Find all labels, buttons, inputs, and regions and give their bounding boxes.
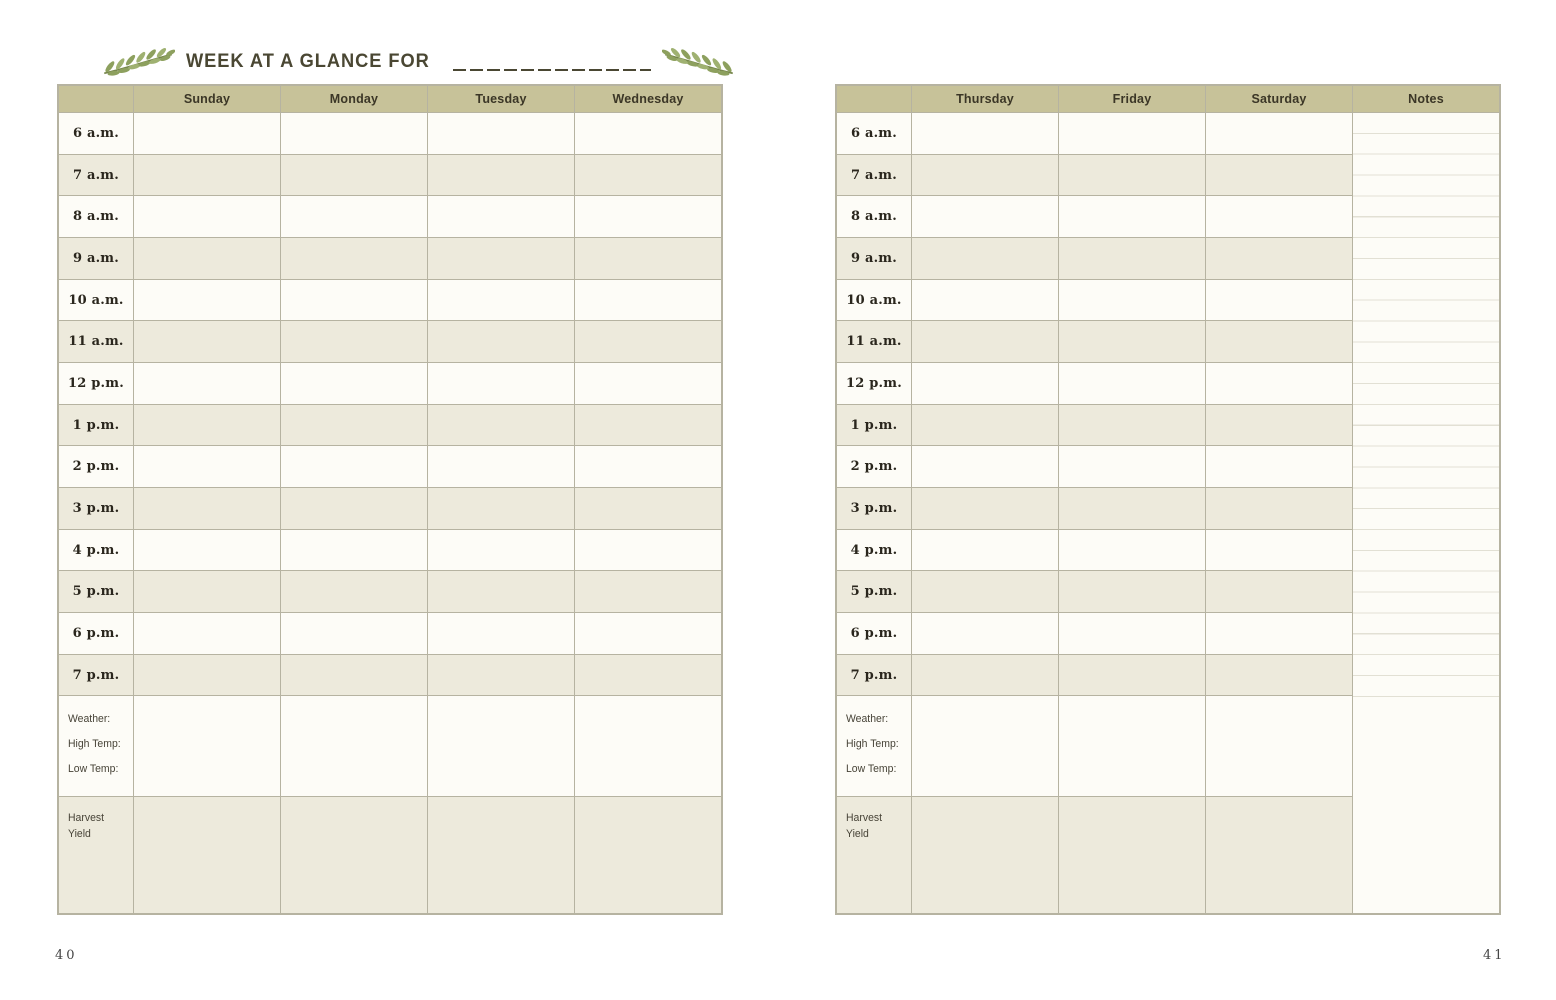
time-row-label: 5 p.m.	[59, 571, 133, 612]
time-row-label: 4 p.m.	[837, 530, 911, 571]
hour-slot-cell	[1206, 613, 1352, 654]
harvest-yield-row-label	[59, 797, 133, 913]
hour-slot-cell	[428, 155, 574, 196]
hour-slot-cell	[281, 571, 427, 612]
hour-slot-cell	[1059, 446, 1205, 487]
harvest-slot-cell	[281, 797, 427, 913]
hour-slot-cell	[134, 488, 280, 529]
time-row-label: 6 a.m.	[837, 113, 911, 154]
hour-slot-cell	[281, 238, 427, 279]
hour-slot-cell	[281, 280, 427, 321]
weather-label: Low Temp:	[68, 763, 119, 776]
time-row-label: 5 p.m.	[837, 571, 911, 612]
page-number-right: 41	[1483, 948, 1506, 963]
harvest-slot-cell	[428, 797, 574, 913]
hour-slot-cell	[134, 238, 280, 279]
hour-slot-cell	[428, 488, 574, 529]
title-blank-line	[453, 69, 651, 71]
week-table-left-page	[57, 84, 723, 915]
hour-slot-cell	[575, 280, 721, 321]
notes-column-header: Notes	[1353, 86, 1499, 112]
hour-slot-cell	[134, 405, 280, 446]
hour-slot-cell	[134, 530, 280, 571]
hour-slot-cell	[575, 363, 721, 404]
hour-slot-cell	[281, 321, 427, 362]
weather-slot-cell	[134, 696, 280, 796]
corner-header-cell	[59, 86, 133, 112]
harvest-yield-label-line: Yield	[68, 828, 91, 841]
hour-slot-cell	[575, 405, 721, 446]
time-row-label: 3 p.m.	[837, 488, 911, 529]
hour-slot-cell	[428, 321, 574, 362]
time-row-label: 9 a.m.	[837, 238, 911, 279]
hour-slot-cell	[281, 655, 427, 696]
hour-slot-cell	[575, 530, 721, 571]
weather-slot-cell	[428, 696, 574, 796]
weather-label: High Temp:	[846, 738, 899, 751]
time-row-label: 7 p.m.	[59, 655, 133, 696]
hour-slot-cell	[1059, 488, 1205, 529]
time-row-label: 8 a.m.	[837, 196, 911, 237]
hour-slot-cell	[912, 363, 1058, 404]
hour-slot-cell	[134, 571, 280, 612]
harvest-slot-cell	[1059, 797, 1205, 913]
time-row-label: 7 p.m.	[837, 655, 911, 696]
weather-row-labels	[837, 696, 911, 796]
time-row-label: 3 p.m.	[59, 488, 133, 529]
time-row-label: 10 a.m.	[837, 280, 911, 321]
weather-label: Weather:	[846, 713, 889, 726]
hour-slot-cell	[134, 155, 280, 196]
hour-slot-cell	[912, 488, 1058, 529]
hour-slot-cell	[1059, 530, 1205, 571]
hour-slot-cell	[912, 655, 1058, 696]
time-row-label: 10 a.m.	[59, 280, 133, 321]
hour-slot-cell	[575, 155, 721, 196]
hour-slot-cell	[1206, 405, 1352, 446]
time-row-label: 2 p.m.	[59, 446, 133, 487]
hour-slot-cell	[575, 655, 721, 696]
corner-header-cell	[837, 86, 911, 112]
hour-slot-cell	[912, 196, 1058, 237]
hour-slot-cell	[1059, 655, 1205, 696]
hour-slot-cell	[428, 530, 574, 571]
hour-slot-cell	[281, 363, 427, 404]
hour-slot-cell	[1206, 155, 1352, 196]
hour-slot-cell	[1059, 113, 1205, 154]
hour-slot-cell	[1206, 446, 1352, 487]
hour-slot-cell	[1206, 530, 1352, 571]
hour-slot-cell	[281, 613, 427, 654]
hour-slot-cell	[281, 405, 427, 446]
harvest-slot-cell	[912, 797, 1058, 913]
hour-slot-cell	[1206, 571, 1352, 612]
harvest-slot-cell	[1206, 797, 1352, 913]
hour-slot-cell	[134, 446, 280, 487]
hour-slot-cell	[134, 613, 280, 654]
hour-slot-cell	[428, 405, 574, 446]
hour-slot-cell	[428, 113, 574, 154]
notes-ruled-area	[1353, 113, 1499, 913]
hour-slot-cell	[575, 571, 721, 612]
hour-slot-cell	[912, 405, 1058, 446]
day-column-header: Monday	[281, 86, 427, 112]
time-row-label: 7 a.m.	[837, 155, 911, 196]
hour-slot-cell	[281, 488, 427, 529]
time-row-label: 6 a.m.	[59, 113, 133, 154]
hour-slot-cell	[428, 655, 574, 696]
hour-slot-cell	[1059, 155, 1205, 196]
hour-slot-cell	[1059, 405, 1205, 446]
hour-slot-cell	[428, 446, 574, 487]
time-row-label: 6 p.m.	[59, 613, 133, 654]
time-row-label: 6 p.m.	[837, 613, 911, 654]
day-column-header: Sunday	[134, 86, 280, 112]
hour-slot-cell	[428, 613, 574, 654]
page-header	[101, 44, 736, 80]
laurel-branch-left-icon	[101, 47, 175, 77]
day-column-header: Friday	[1059, 86, 1205, 112]
weather-slot-cell	[1206, 696, 1352, 796]
hour-slot-cell	[1059, 571, 1205, 612]
weather-row-labels	[59, 696, 133, 796]
hour-slot-cell	[1059, 238, 1205, 279]
time-row-label: 2 p.m.	[837, 446, 911, 487]
hour-slot-cell	[134, 321, 280, 362]
harvest-slot-cell	[575, 797, 721, 913]
hour-slot-cell	[912, 238, 1058, 279]
hour-slot-cell	[575, 613, 721, 654]
time-row-label: 12 p.m.	[59, 363, 133, 404]
day-column-header: Wednesday	[575, 86, 721, 112]
day-column-header: Tuesday	[428, 86, 574, 112]
time-row-label: 7 a.m.	[59, 155, 133, 196]
hour-slot-cell	[1206, 488, 1352, 529]
hour-slot-cell	[1206, 655, 1352, 696]
time-row-label: 1 p.m.	[59, 405, 133, 446]
page-number-left: 40	[55, 948, 78, 963]
hour-slot-cell	[912, 280, 1058, 321]
hour-slot-cell	[281, 155, 427, 196]
hour-slot-cell	[134, 280, 280, 321]
hour-slot-cell	[428, 571, 574, 612]
harvest-slot-cell	[134, 797, 280, 913]
hour-slot-cell	[575, 321, 721, 362]
page-title: WEEK AT A GLANCE FOR	[186, 51, 430, 72]
hour-slot-cell	[134, 196, 280, 237]
weather-slot-cell	[1059, 696, 1205, 796]
time-row-label: 12 p.m.	[837, 363, 911, 404]
hour-slot-cell	[1206, 363, 1352, 404]
hour-slot-cell	[912, 571, 1058, 612]
week-table-right-page	[835, 84, 1501, 915]
hour-slot-cell	[281, 113, 427, 154]
hour-slot-cell	[575, 196, 721, 237]
day-column-header: Thursday	[912, 86, 1058, 112]
hour-slot-cell	[1059, 363, 1205, 404]
day-column-header: Saturday	[1206, 86, 1352, 112]
harvest-yield-row-label	[837, 797, 911, 913]
hour-slot-cell	[281, 530, 427, 571]
hour-slot-cell	[1059, 280, 1205, 321]
hour-slot-cell	[575, 238, 721, 279]
hour-slot-cell	[912, 613, 1058, 654]
time-row-label: 9 a.m.	[59, 238, 133, 279]
time-row-label: 1 p.m.	[837, 405, 911, 446]
hour-slot-cell	[1206, 280, 1352, 321]
weather-slot-cell	[281, 696, 427, 796]
time-row-label: 4 p.m.	[59, 530, 133, 571]
hour-slot-cell	[912, 446, 1058, 487]
harvest-yield-label-line: Harvest	[846, 812, 883, 825]
harvest-yield-label-line: Harvest	[68, 812, 105, 825]
hour-slot-cell	[1059, 321, 1205, 362]
weather-slot-cell	[575, 696, 721, 796]
hour-slot-cell	[912, 530, 1058, 571]
time-row-label: 8 a.m.	[59, 196, 133, 237]
hour-slot-cell	[134, 363, 280, 404]
weather-label: Weather:	[68, 713, 111, 726]
hour-slot-cell	[1206, 196, 1352, 237]
hour-slot-cell	[1059, 196, 1205, 237]
hour-slot-cell	[1206, 321, 1352, 362]
hour-slot-cell	[1059, 613, 1205, 654]
weather-slot-cell	[912, 696, 1058, 796]
hour-slot-cell	[281, 196, 427, 237]
hour-slot-cell	[134, 113, 280, 154]
weather-label: High Temp:	[68, 738, 121, 751]
time-row-label: 11 a.m.	[59, 321, 133, 362]
hour-slot-cell	[575, 113, 721, 154]
weather-label: Low Temp:	[846, 763, 897, 776]
time-row-label: 11 a.m.	[837, 321, 911, 362]
hour-slot-cell	[1206, 113, 1352, 154]
hour-slot-cell	[428, 238, 574, 279]
hour-slot-cell	[1206, 238, 1352, 279]
hour-slot-cell	[575, 446, 721, 487]
hour-slot-cell	[428, 280, 574, 321]
laurel-branch-right-icon	[662, 47, 736, 77]
hour-slot-cell	[134, 655, 280, 696]
hour-slot-cell	[281, 446, 427, 487]
hour-slot-cell	[428, 363, 574, 404]
harvest-yield-label-line: Yield	[846, 828, 869, 841]
hour-slot-cell	[912, 321, 1058, 362]
hour-slot-cell	[428, 196, 574, 237]
hour-slot-cell	[912, 155, 1058, 196]
hour-slot-cell	[912, 113, 1058, 154]
hour-slot-cell	[575, 488, 721, 529]
